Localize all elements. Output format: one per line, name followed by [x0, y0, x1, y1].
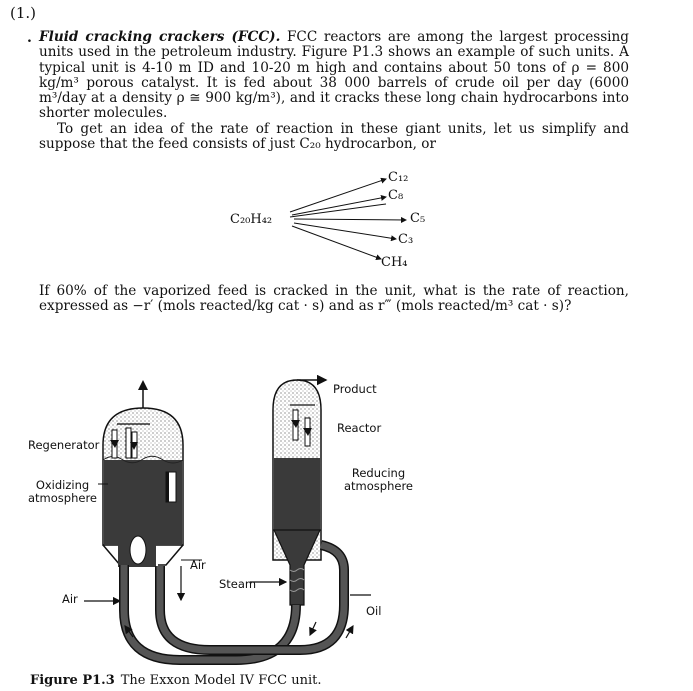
paragraph-1: FCC reactors are among the largest processing units used in the petroleum industry. Figure P1.3 shows an example of such units. A typical unit is 4-10 m ID and 10-20 m high and contains about 50 tons of ρ = 800 kg/m³ porous catalyst. It is fed about 38 000 barrels of crude oil per day (6000 m³/day at a density ρ ≅ 900 kg/m³), and it cracks these long chain hydrocarbons into shorter molecules.	[39, 29, 629, 122]
label-air-left: Air	[62, 592, 78, 606]
flow-arrow-middle	[310, 622, 316, 635]
fcc-diagram	[0, 360, 693, 670]
reaction-scheme	[200, 168, 460, 278]
flow-arrow-right	[346, 626, 353, 638]
label-product: Product	[333, 382, 377, 396]
label-steam: Steam	[219, 577, 257, 591]
product-c5: C₅	[410, 211, 426, 226]
product-c3: C₃	[398, 232, 414, 247]
label-reducing-atmosphere: Reducing atmosphere	[344, 466, 413, 493]
arrow-ch4	[292, 226, 381, 259]
reactor-vessel	[250, 380, 326, 605]
label-oil: Oil	[366, 604, 382, 618]
question: If 60% of the vaporized feed is cracked in the unit, what is the rate of reaction, expressed as −r′ (mols reacted/kg cat · s) and as r‴ (mols reacted/m³ cat · s)?	[39, 283, 629, 315]
label-regenerator: Regenerator	[28, 438, 100, 452]
figure-caption	[30, 673, 322, 688]
problem-title: Fluid cracking crackers (FCC).	[39, 29, 281, 45]
label-oxidizing-atmosphere: Oxidizing atmosphere	[28, 478, 97, 505]
arrow-c12	[290, 179, 386, 212]
caption-label: Figure P1.3	[30, 673, 115, 688]
label-reactor: Reactor	[337, 421, 382, 435]
arrow-c3	[294, 223, 396, 239]
fcc-figure	[0, 360, 693, 670]
arrow-c5	[294, 219, 406, 220]
bullet: .	[27, 30, 32, 46]
problem-statement	[39, 30, 629, 152]
reactant: C₂₀H₄₂	[230, 212, 273, 227]
regenerator-vent-arrow	[138, 380, 148, 390]
transfer-pipes	[124, 545, 344, 660]
product-c8: C₈	[388, 188, 404, 203]
label-air-top: Air	[190, 558, 206, 572]
problem-number: (1.)	[10, 4, 37, 22]
product-ch4: CH₄	[381, 255, 408, 270]
product-c12: C₁₂	[388, 170, 409, 185]
caption-text: The Exxon Model IV FCC unit.	[120, 673, 322, 688]
paragraph-2: To get an idea of the rate of reaction in these giant units, let us simplify and suppose that the feed consists of just C₂₀ hydrocarbon, or	[39, 120, 629, 153]
regenerator-vessel	[84, 380, 183, 605]
